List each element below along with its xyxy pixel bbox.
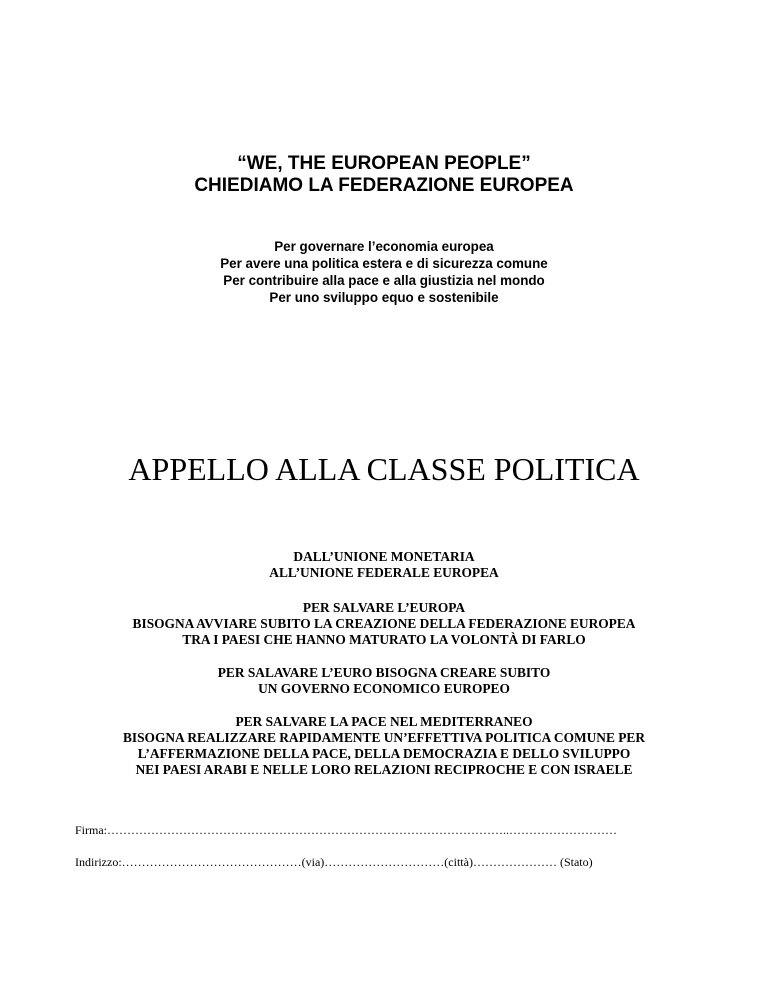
headline-line-2: CHIEDIAMO LA FEDERAZIONE EUROPEA — [194, 175, 574, 196]
headline — [0, 153, 768, 197]
appeal-title: APPELLO ALLA CLASSE POLITICA — [128, 451, 640, 487]
address-field[interactable]: Indirizzo:………………………………………(via)…………………………(città)………………… (Stato) — [75, 855, 593, 869]
block-line: UN GOVERNO ECONOMICO EUROPEO — [258, 681, 510, 696]
block-line: ALL’UNIONE FEDERALE EUROPEA — [269, 565, 499, 580]
appeal-block-monetary-union — [0, 549, 768, 581]
block-line: PER SALVARE LA PACE NEL MEDITERRANEO — [235, 714, 533, 729]
block-line: PER SALVARE L’EUROPA — [302, 600, 466, 615]
appeal-block-save-europe — [0, 600, 768, 648]
headline-line-1: “WE, THE EUROPEAN PEOPLE” — [237, 153, 531, 174]
signature-field[interactable]: Firma:………………………………………………………………………………………..……………………… — [75, 823, 617, 837]
purpose-item: Per governare l’economia europea — [274, 239, 494, 254]
block-line: NEI PAESI ARABI E NELLE LORO RELAZIONI RECIPROCHE E CON ISRAELE — [135, 762, 633, 777]
block-line: TRA I PAESI CHE HANNO MATURATO LA VOLONTÀ DI FARLO — [182, 632, 586, 647]
purpose-item: Per contribuire alla pace e alla giustizia nel mondo — [223, 273, 545, 288]
block-line: BISOGNA AVVIARE SUBITO LA CREAZIONE DELLA FEDERAZIONE EUROPEA — [132, 616, 636, 631]
block-line: DALL’UNIONE MONETARIA — [293, 549, 475, 564]
block-line: L’AFFERMAZIONE DELLA PACE, DELLA DEMOCRAZIA E DELLO SVILUPPO — [137, 746, 631, 761]
purpose-item: Per uno sviluppo equo e sostenibile — [269, 290, 499, 305]
block-line: BISOGNA REALIZZARE RAPIDAMENTE UN’EFFETTIVA POLITICA COMUNE PER — [122, 730, 646, 745]
appeal-block-mediterranean-peace — [0, 714, 768, 778]
purpose-item: Per avere una politica estera e di sicurezza comune — [220, 256, 548, 271]
block-line: PER SALAVARE L’EURO BISOGNA CREARE SUBITO — [217, 665, 551, 680]
appeal-block-save-euro — [0, 665, 768, 697]
purposes-list — [0, 238, 768, 306]
